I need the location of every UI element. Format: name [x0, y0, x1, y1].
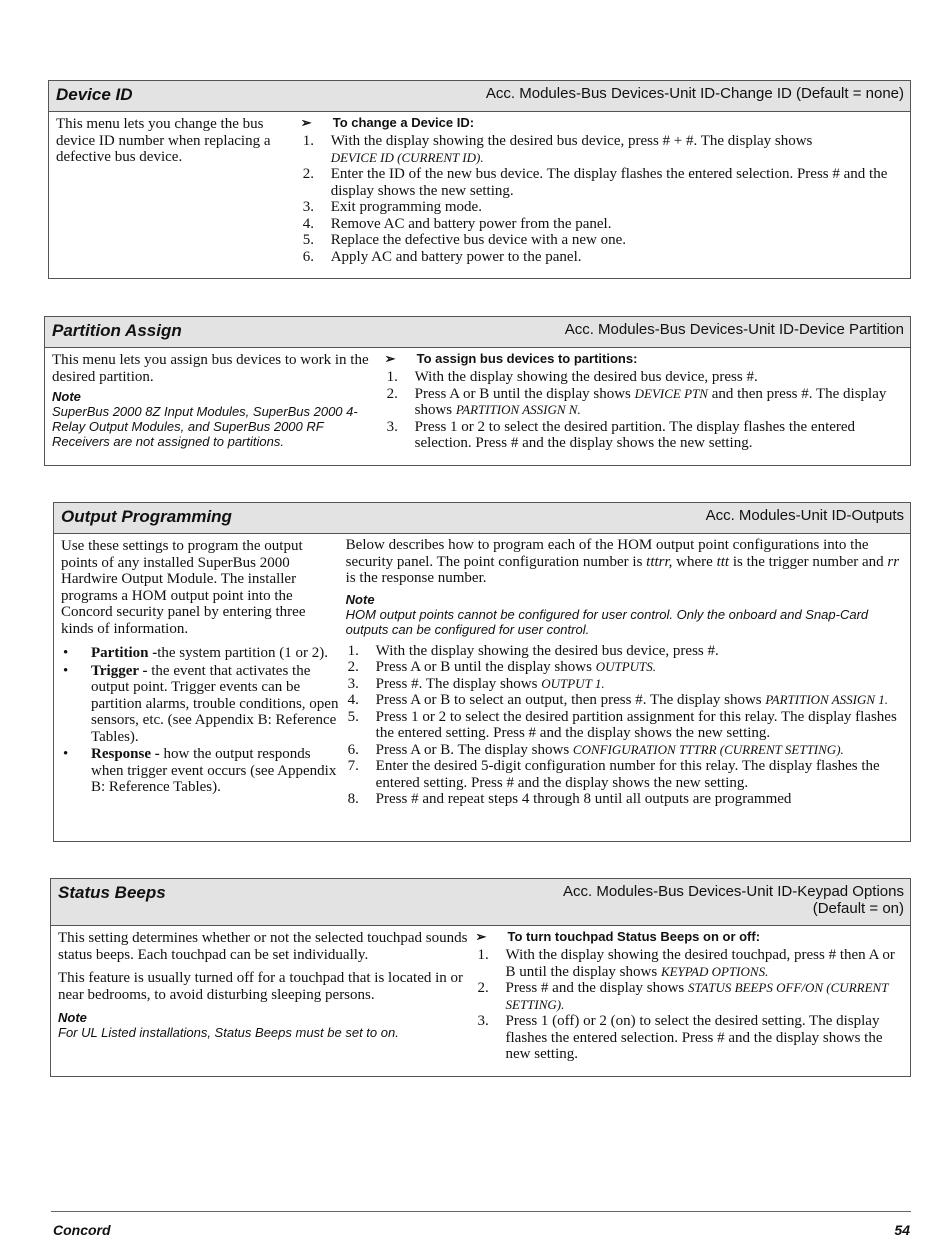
- step: 6. Press A or B. The display shows CONFIGURATION TTTRR (CURRENT SETTING).: [347, 741, 844, 758]
- step: 2. Press A or B until the display shows DEVICE PTN and then press #. The display shows PARTITION ASSIGN N.: [386, 385, 887, 418]
- step: 5. Replace the defective bus device with a new one.: [302, 232, 627, 248]
- step: 3. Press 1 or 2 to select the desired partition. The display flashes the entered selection. Press # and the display shows the new setting.: [386, 418, 856, 451]
- step: 1. With the display showing the desired bus device, press #.: [347, 642, 719, 659]
- step: 1. With the display showing the desired touchpad, press # then A or B until the display shows KEYPAD OPTIONS.: [477, 947, 895, 980]
- procedure: [346, 534, 910, 808]
- list-item: • Partition -the system partition (1 or 2).: [63, 645, 329, 661]
- note-label: Note: [52, 389, 81, 404]
- step: 2. Press A or B until the display shows OUTPUTS.: [347, 659, 657, 675]
- device-id-section: [48, 80, 911, 279]
- menu-path: Acc. Modules-Unit ID-Outputs: [705, 507, 904, 524]
- step: 2. Enter the ID of the new bus device. The display flashes the entered selection. Press # and the display shows the new setting.: [302, 166, 888, 199]
- bullet-list: [61, 645, 340, 796]
- step: 6. Apply AC and battery power to the panel.: [302, 248, 582, 265]
- step: 3. Exit programming mode.: [302, 199, 482, 215]
- step: 7. Enter the desired 5-digit configuration number for this relay. The display flashes the entered setting. Press # and the display shows the new setting.: [347, 758, 880, 791]
- menu-path: Acc. Modules-Bus Devices-Unit ID-Change ID (Default = none): [485, 85, 904, 102]
- note-text: For UL Listed installations, Status Beeps must be set to on.: [58, 1025, 399, 1040]
- procedure-title: To change a Device ID:: [332, 115, 475, 130]
- note-label: Note: [345, 591, 375, 607]
- step: 2. Press # and the display shows STATUS BEEPS OFF/ON (CURRENT SETTING).: [477, 980, 889, 1012]
- list-item: • Trigger - the event that activates the output point. Trigger events can be partition alarms, trouble conditions, open sensors, etc. (see Appendix B: Reference Tables).: [63, 662, 339, 745]
- procedure: [476, 926, 910, 1063]
- note-text: HOM output points cannot be configured for user control. Only the onboard and Snap-Card outputs can be configured for user control.: [345, 606, 869, 637]
- description: Use these settings to program the output points of any installed SuperBus 2000 Hardwire Output Module. The installer programs a HOM output point into the Concord security panel by entering three kinds of information.: [61, 538, 306, 637]
- step: 3. Press 1 (off) or 2 (on) to select the desired setting. The display flashes the entered selection. Press # and the display shows the new setting.: [477, 1013, 883, 1062]
- section-title: Partition Assign: [52, 321, 182, 340]
- footer-rule: [51, 1211, 911, 1212]
- partition-assign-header: [45, 317, 910, 348]
- status-beeps-header: [51, 879, 910, 926]
- device-id-header: [49, 81, 910, 112]
- procedure: [385, 348, 910, 452]
- description-column: [45, 348, 385, 452]
- procedure-title: To assign bus devices to partitions:: [416, 351, 638, 366]
- step: 1. With the display showing the desired bus device, press #.: [386, 369, 758, 385]
- arrow-icon: ➢: [475, 929, 487, 944]
- description: This menu lets you change the bus device ID number when replacing a defective bus device.: [56, 116, 271, 165]
- description: This setting determines whether or not the selected touchpad sounds status beeps. Each touchpad can be set individually.: [58, 930, 468, 963]
- menu-path: Acc. Modules-Bus Devices-Unit ID-Device Partition: [564, 321, 904, 338]
- step: 8. Press # and repeat steps 4 through 8 until all outputs are programmed: [347, 791, 792, 807]
- note-label: Note: [58, 1010, 87, 1025]
- page-number: 54: [894, 1222, 910, 1238]
- step: 3. Press #. The display shows OUTPUT 1.: [347, 675, 605, 692]
- step: 5. Press 1 or 2 to select the desired partition assignment for this relay. The display flashes the entered setting. Press # and the display shows the new setting.: [347, 708, 897, 741]
- menu-path: Acc. Modules-Bus Devices-Unit ID-Keypad Options (Default = on): [563, 883, 904, 917]
- section-title: Status Beeps: [58, 883, 166, 902]
- description: This menu lets you assign bus devices to work in the desired partition.: [52, 352, 369, 385]
- step: 4. Remove AC and battery power from the panel.: [302, 215, 612, 232]
- arrow-icon: ➢: [384, 351, 396, 366]
- description-column: [54, 534, 346, 808]
- procedure-title: To turn touchpad Status Beeps on or off:: [507, 929, 761, 944]
- description: This feature is usually turned off for a touchpad that is located in or near bedrooms, to avoid disturbing sleeping persons.: [58, 970, 464, 1003]
- section-title: Device ID: [56, 85, 133, 104]
- footer-product-name: Concord: [53, 1222, 111, 1238]
- procedure: [301, 112, 910, 265]
- partition-assign-section: [44, 316, 911, 466]
- note-text: SuperBus 2000 8Z Input Modules, SuperBus 2000 4-Relay Output Modules, and SuperBus 2000 RF Receivers are not assigned to partitions.: [52, 404, 358, 449]
- list-item: • Response - how the output responds when trigger event occurs (see Appendix B: Reference Tables).: [63, 746, 337, 795]
- output-programming-header: [54, 503, 910, 534]
- intro: Below describes how to program each of the HOM output point configurations into the security panel. The point configuration number is tttrr, where ttt is the trigger number and rr is the response number.: [345, 537, 900, 586]
- step: 4. Press A or B to select an output, then press #. The display shows PARTITION ASSIGN 1.: [347, 692, 889, 708]
- arrow-icon: ➢: [300, 115, 312, 130]
- status-beeps-section: [50, 878, 911, 1077]
- description-column: [51, 926, 476, 1063]
- section-title: Output Programming: [61, 507, 232, 526]
- output-programming-section: [53, 502, 911, 842]
- step: 1. With the display showing the desired bus device, press # + #. The display shows DEVICE ID (CURRENT ID).: [302, 133, 813, 165]
